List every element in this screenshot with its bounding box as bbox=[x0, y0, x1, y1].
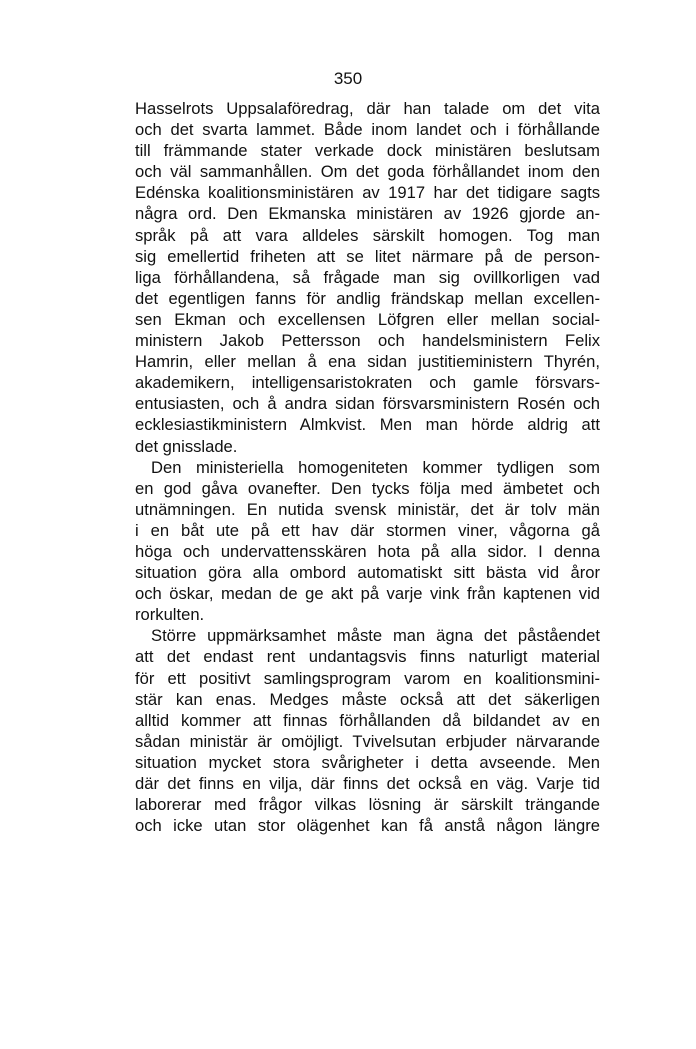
text-line: stär kan enas. Medges måste också att det säkerligen bbox=[135, 689, 600, 709]
text-line: sig emellertid friheten att se litet närmare på de person- bbox=[135, 246, 600, 266]
text-line: liga förhållandena, så frågade man sig ovillkorligen vad bbox=[135, 267, 600, 287]
text-line: det gnisslade. bbox=[135, 436, 238, 456]
text-line: ecklesiastikministern Almkvist. Men man hörde aldrig att bbox=[135, 415, 600, 435]
text-line: alltid kommer att finnas förhållanden då bildandet av en bbox=[135, 710, 600, 730]
text-line: sen Ekman och excellensen Löfgren eller mellan social- bbox=[135, 309, 600, 329]
text-line: att det endast rent undantagsvis finns naturligt material bbox=[135, 647, 600, 667]
text-line: rorkulten. bbox=[135, 605, 205, 625]
text-line: för ett positivt samlingsprogram varom en koalitionsmini- bbox=[135, 668, 600, 688]
text-line: och öskar, medan de ge akt på varje vink från kaptenen vid bbox=[135, 584, 600, 604]
text-line: situation göra alla ombord automatiskt sitt bästa vid åror bbox=[135, 563, 600, 583]
text-line: några ord. Den Ekmanska ministären av 1926 gjorde an- bbox=[135, 204, 600, 224]
text-line: utnämningen. En nutida svensk ministär, det är tolv män bbox=[135, 499, 600, 519]
text-line: laborerar med frågor vilkas lösning är särskilt trängande bbox=[135, 795, 600, 815]
page-number: 350 bbox=[333, 69, 363, 88]
text-line: en god gåva ovanefter. Den tycks följa med ämbetet och bbox=[135, 478, 600, 498]
text-line: Edénska koalitionsministären av 1917 har det tidigare sagts bbox=[135, 183, 600, 203]
text-line: i en båt ute på ett hav där stormen viner, vågorna gå bbox=[135, 520, 600, 540]
text-line: språk på att vara alldeles särskilt homogen. Tog man bbox=[135, 225, 600, 245]
text-line: och det svarta lammet. Både inom landet och i förhållande bbox=[135, 120, 600, 140]
text-line: akademikern, intelligensaristokraten och gamle försvars- bbox=[135, 373, 600, 393]
text-line: ministern Jakob Pettersson och handelsministern Felix bbox=[135, 331, 600, 351]
paragraph bbox=[135, 625, 600, 836]
body-text bbox=[135, 98, 600, 836]
text-line: höga och undervattensskären hota på alla sidor. I denna bbox=[135, 541, 600, 561]
paragraph bbox=[135, 457, 600, 626]
text-line: Hamrin, eller mellan å ena sidan justitieministern Thyrén, bbox=[135, 352, 600, 372]
text-line: och icke utan stor olägenhet kan få anstå någon längre bbox=[135, 816, 600, 836]
text-line: situation mycket stora svårigheter i detta avseende. Men bbox=[135, 752, 600, 772]
text-line: Större uppmärksamhet måste man ägna det påståendet bbox=[151, 626, 600, 646]
text-line: och väl sammanhållen. Om det goda förhållandet inom den bbox=[135, 162, 600, 182]
text-line: Den ministeriella homogeniteten kommer tydligen som bbox=[151, 457, 600, 477]
text-line: det egentligen fanns för andlig frändskap mellan excellen- bbox=[135, 288, 600, 308]
text-line: entusiasten, och å andra sidan försvarsministern Rosén och bbox=[135, 394, 600, 414]
text-line: till främmande stater verkade dock ministären beslutsam bbox=[135, 141, 600, 161]
text-line: där det finns en vilja, där finns det också en väg. Varje tid bbox=[135, 774, 600, 793]
paragraph bbox=[135, 98, 600, 457]
text-line: sådan ministär är omöjligt. Tvivelsutan erbjuder närvarande bbox=[135, 731, 600, 751]
text-line: Hasselrots Uppsalaföredrag, där han talade om det vita bbox=[135, 99, 600, 118]
